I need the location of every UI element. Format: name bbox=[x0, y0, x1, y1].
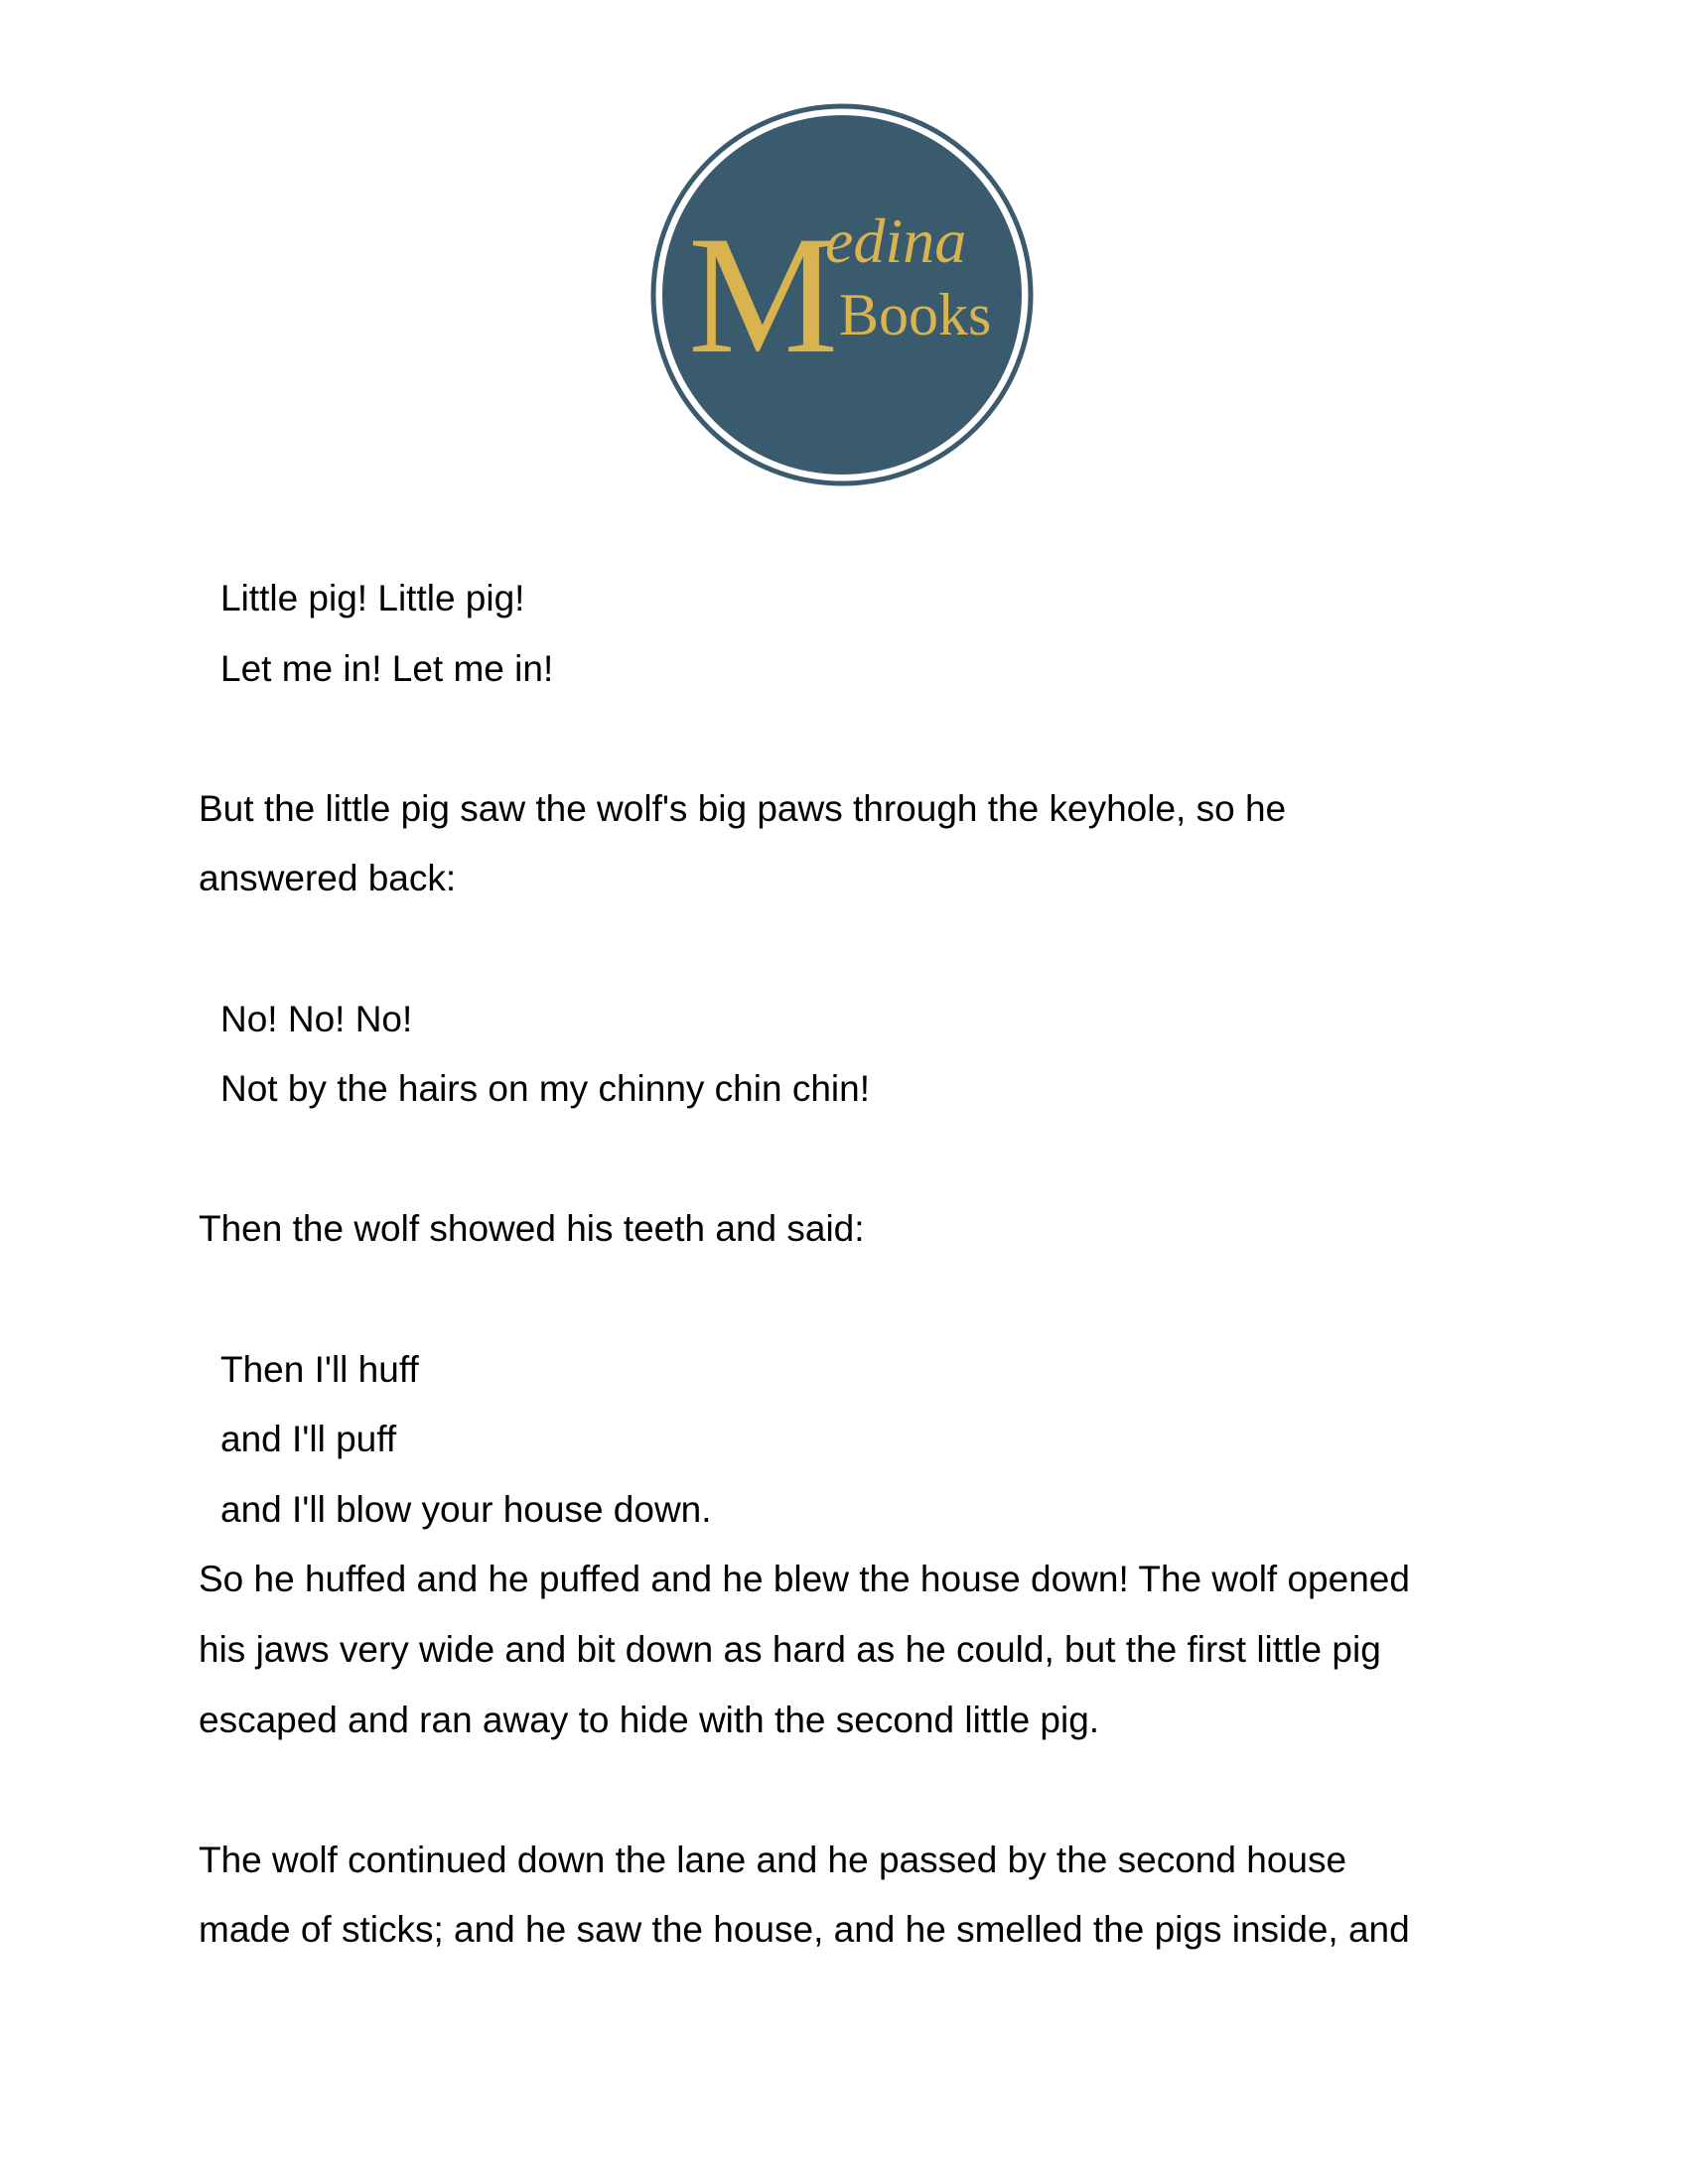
prose-line: his jaws very wide and bit down as hard as he could, but the first little pig bbox=[199, 1628, 1381, 1670]
prose-line: answered back: bbox=[199, 858, 457, 899]
prose-line: escaped and ran away to hide with the second little pig. bbox=[199, 1699, 1100, 1740]
verse-line: Then I'll huff bbox=[220, 1348, 419, 1390]
prose-line: made of sticks; and he saw the house, and he smelled the pigs inside, and bbox=[199, 1909, 1410, 1951]
prose-line: Then the wolf showed his teeth and said: bbox=[199, 1208, 865, 1250]
verse-line: Not by the hairs on my chinny chin chin! bbox=[220, 1068, 870, 1110]
prose-line: The wolf continued down the lane and he passed by the second house bbox=[199, 1839, 1347, 1880]
medina-books-logo bbox=[650, 103, 1034, 486]
blank-line bbox=[199, 1125, 1509, 1195]
prose-line: But the little pig saw the wolf's big paws through the keyhole, so he bbox=[199, 787, 1287, 829]
blank-line bbox=[199, 1755, 1509, 1826]
blank-line bbox=[199, 704, 1509, 774]
logo-big-letter: M bbox=[688, 202, 839, 388]
blank-line bbox=[199, 914, 1509, 985]
verse-line: No! No! No! bbox=[220, 998, 413, 1039]
blank-line bbox=[199, 1265, 1509, 1335]
story-text bbox=[199, 564, 1509, 1966]
verse-line: Let me in! Let me in! bbox=[220, 647, 554, 689]
logo-line2: Books bbox=[839, 282, 992, 347]
verse-line: and I'll blow your house down. bbox=[220, 1488, 712, 1530]
prose-line: So he huffed and he puffed and he blew the house down! The wolf opened bbox=[199, 1559, 1410, 1600]
verse-line: and I'll puff bbox=[220, 1419, 397, 1460]
verse-line: Little pig! Little pig! bbox=[220, 578, 525, 618]
logo-line1: edina bbox=[825, 205, 967, 276]
